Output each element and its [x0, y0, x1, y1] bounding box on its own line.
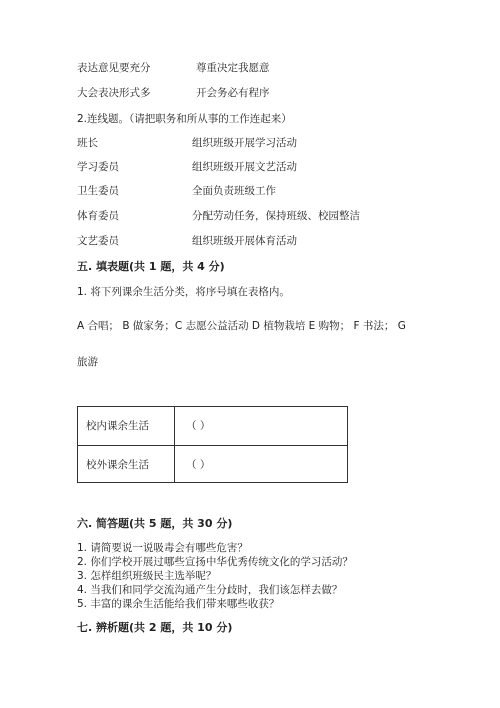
short-answer-question: 3. 怎样组织班级民主选举呢？ — [77, 570, 217, 582]
statement-right-1: 尊重决定我愿意 — [196, 62, 270, 74]
short-answer-question: 4. 当我们和同学交流沟通产生分歧时，我们该怎样去做？ — [77, 584, 343, 596]
table-row-label: 校内课余生活 — [86, 420, 149, 432]
match-right-item: 组织班级开展文艺活动 — [192, 161, 297, 173]
table-row — [78, 445, 347, 484]
match-left-item: 文艺委员 — [77, 235, 119, 247]
question-2-title: 2.连线题。（请把职务和所从事的工作连起来） — [77, 113, 292, 125]
section-6-title: 六. 简答题(共 5 题，共 30 分) — [77, 517, 233, 530]
section-5-options: A 合唱； B 做家务；C 志愿公益活动 D 植物栽培 E 购物； F 书法； G — [77, 320, 406, 332]
match-right-item: 全面负责班级工作 — [192, 185, 276, 197]
match-right-item: 组织班级开展学习活动 — [192, 137, 297, 149]
section-7-title: 七. 辨析题(共 2 题，共 10 分) — [77, 621, 233, 634]
match-right-item: 组织班级开展体育活动 — [192, 235, 297, 247]
statement-left-2: 大会表决形式多 — [77, 87, 151, 99]
match-left-item: 卫生委员 — [77, 185, 119, 197]
section-5-options-continued: 旅游 — [77, 356, 98, 368]
table-column-divider — [174, 407, 175, 482]
statement-right-2: 开会务必有程序 — [196, 87, 270, 99]
statement-left-1: 表达意见要充分 — [77, 62, 151, 74]
answer-blank[interactable]: （ ） — [186, 420, 211, 432]
short-answer-question: 1. 请简要说一说吸毒会有哪些危害？ — [77, 542, 248, 554]
table-row-label: 校外课余生活 — [86, 459, 149, 471]
section-5-title: 五. 填表题(共 1 题，共 4 分) — [77, 260, 225, 273]
section-5-question-1: 1. 将下列课余生活分类，将序号填在表格内。 — [77, 286, 290, 298]
match-left-item: 学习委员 — [77, 161, 119, 173]
table-row — [78, 407, 347, 445]
short-answer-question: 2. 你们学校开展过哪些宣扬中华优秀传统文化的学习活动？ — [77, 556, 353, 568]
short-answer-question: 5. 丰富的课余生活能给我们带来哪些收获？ — [77, 598, 280, 610]
match-left-item: 班长 — [77, 137, 98, 149]
match-left-item: 体育委员 — [77, 210, 119, 222]
classification-table — [77, 406, 348, 483]
match-right-item: 分配劳动任务，保持班级、校园整洁 — [192, 210, 360, 222]
answer-blank[interactable]: （ ） — [186, 459, 211, 471]
